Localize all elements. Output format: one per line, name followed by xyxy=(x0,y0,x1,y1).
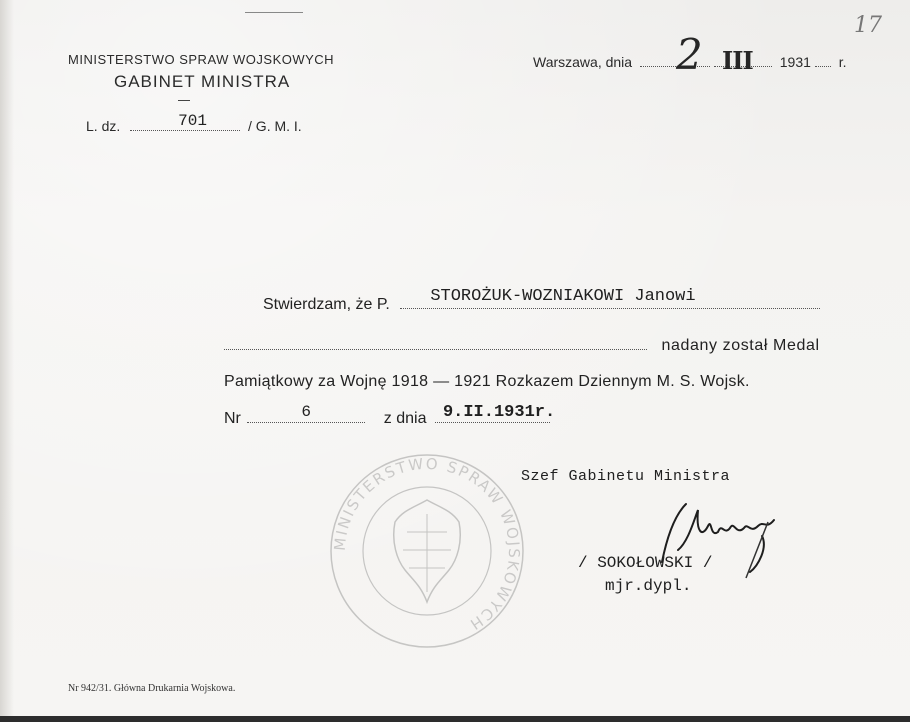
handwritten-month: III xyxy=(722,46,753,75)
nr-dotted-field xyxy=(247,403,365,423)
nr-label: Nr xyxy=(224,410,241,427)
svg-text:17: 17 xyxy=(854,13,882,38)
ministry-name: MINISTERSTWO SPRAW WOJSKOWYCH xyxy=(68,52,335,67)
handwritten-day: 2 xyxy=(676,30,703,79)
ldz-row xyxy=(86,112,302,134)
body-line-2 xyxy=(224,337,820,355)
signature-title: Szef Gabinetu Ministra xyxy=(521,468,731,485)
ldz-suffix: / G. M. I. xyxy=(248,118,302,134)
body-line-1 xyxy=(263,287,820,314)
signatory-name: / SOKOŁOWSKI / xyxy=(578,554,713,572)
medal-text: nadany został Medal xyxy=(661,337,820,354)
official-seal-stamp xyxy=(325,452,530,650)
year-dotted-field xyxy=(815,65,831,67)
page-number-handwritten xyxy=(852,10,892,38)
order-date-value: 9.II.1931r. xyxy=(442,403,556,422)
top-rule xyxy=(245,12,303,13)
year-suffix: r. xyxy=(838,54,847,70)
order-date-dotted-field xyxy=(435,403,556,423)
body-line-4 xyxy=(224,403,556,428)
body-line-3: Pamiątkowy za Wojnę 1918 — 1921 Rozkazem Dziennym M. S. Wojsk. xyxy=(224,373,750,390)
printer-footer: Nr 942/31. Główna Drukarnia Wojskowa. xyxy=(68,683,236,694)
signatory-rank: mjr.dypl. xyxy=(605,577,692,595)
seal-text: MINISTERSTWO SPRAW WOJSKOWYCH xyxy=(330,454,524,635)
signature-slash xyxy=(742,520,772,580)
continuation-dotted-field xyxy=(224,348,647,350)
date-label: z dnia xyxy=(383,410,427,427)
nr-value: 6 xyxy=(301,403,311,421)
ldz-number: 701 xyxy=(178,112,207,130)
cabinet-name: GABINET MINISTRA xyxy=(114,72,291,91)
place-label: Warszawa, dnia xyxy=(533,54,633,70)
paper-bottom-edge xyxy=(0,716,910,722)
header-small-dash xyxy=(178,100,190,101)
ldz-label: L. dz. xyxy=(86,118,121,134)
recipient-name: STOROŻUK-WOZNIAKOWI Janowi xyxy=(430,287,696,306)
ldz-dotted-field xyxy=(130,112,240,131)
recipient-dotted-field xyxy=(400,287,820,309)
paper-edge-shadow xyxy=(0,0,14,722)
certify-label: Stwierdzam, że P. xyxy=(263,296,390,313)
year-value: 1931 xyxy=(779,54,811,70)
